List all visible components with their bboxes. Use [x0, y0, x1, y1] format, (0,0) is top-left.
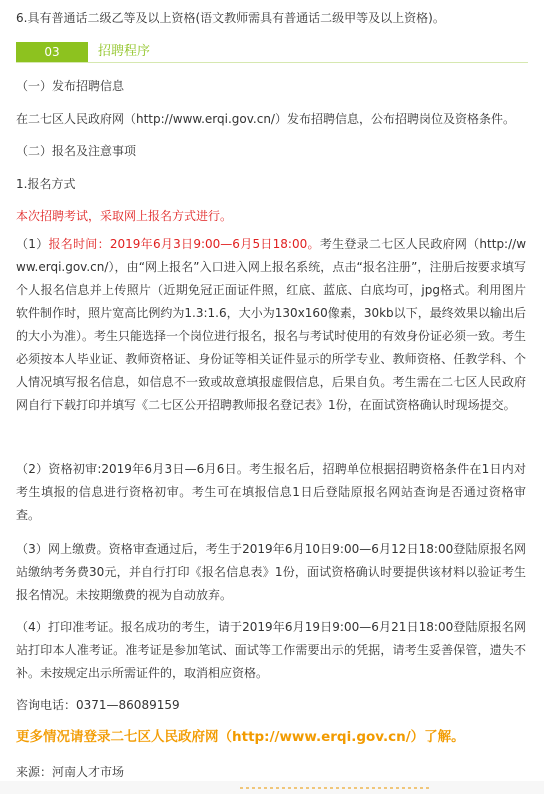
item1-paragraph	[16, 233, 526, 417]
more-info-link[interactable]: 更多情况请登录二七区人民政府网（http://www.erqi.gov.cn/）了解。	[16, 729, 465, 745]
step1-text: 在二七区人民政府网（http://www.erqi.gov.cn/）发布招聘信息，公布招聘岗位及资格条件。	[16, 112, 515, 126]
method-heading: 1.报名方式	[16, 177, 76, 191]
step1-heading: （一）发布招聘信息	[16, 79, 125, 93]
item2-paragraph: （2）资格初审:2019年6月3日—6月6日。考生报名后，招聘单位根据招聘资格条件在1日内对考生填报的信息进行资格初审。考生可在填报信息1日后登陆原报名网站查询是否通过资格审查。	[16, 462, 526, 522]
step2-heading: （二）报名及注意事项	[16, 144, 137, 158]
item1-prefix: （1）	[16, 237, 49, 251]
intro-line: 6.具有普通话二级乙等及以上资格(语文教师需具有普通话二级甲等及以上资格)。	[16, 11, 445, 25]
method-notice: 本次招聘考试，采取网上报名方式进行。	[16, 209, 233, 223]
item4-paragraph: （4）打印准考证。报名成功的考生，请于2019年6月19日9:00—6月21日18:00登陆原报名网站打印本人准考证。准考证是参加笔试、面试等工作需要出示的凭据，请考生妥善保管，遗失不补。未按规定出示所需证件的，取消相应资格。	[16, 620, 526, 680]
section-title: 招聘程序	[98, 44, 151, 59]
registration-time: 报名时间：2019年6月3日9:00—6月5日18:00。	[48, 237, 320, 251]
item3-paragraph: （3）网上缴费。资格审查通过后，考生于2019年6月10日9:00—6月12日18:00登陆原报名网站缴纳考务费30元，并自行打印《报名信息表》1份，面试资格确认时要提供该材料以验证考生报名情况。未按期缴费的视为自动放弃。	[16, 542, 526, 602]
section-header	[16, 42, 528, 62]
footer-decoration	[240, 787, 430, 789]
source-line: 来源：河南人才市场	[16, 765, 125, 779]
section-divider	[16, 62, 528, 63]
item1-text: 考生登录二七区人民政府网（http://www.erqi.gov.cn/），由“网上报名”入口进入网上报名系统，点击“报名注册”，注册后按要求填写个人报名信息并上传照片（近期免冠正面证件照，红底、蓝底、白底均可，jpg格式。利用图片软件制作时，照片宽高比例约为1.3:1.6，大小为130x160像素，30kb以下，最终效果以输出后的大小为准）。考生只能选择一个岗位进行报名，报名与考试时使用的有效身份证必须一致。考生必须按本人毕业证、教师资格证、身份证等相关证件显示的所学专业、教师资格、任教学科、个人情况填写报名信息，如信息不一致或故意填报虚假信息，后果自负。考生需在二七区人民政府网自行下载打印并填写《二七区公开招聘教师报名登记表》1份，在面试资格确认时现场提交。	[16, 237, 527, 412]
section-number-badge: 03	[16, 42, 88, 62]
contact-phone: 咨询电话：0371—86089159	[16, 698, 180, 712]
